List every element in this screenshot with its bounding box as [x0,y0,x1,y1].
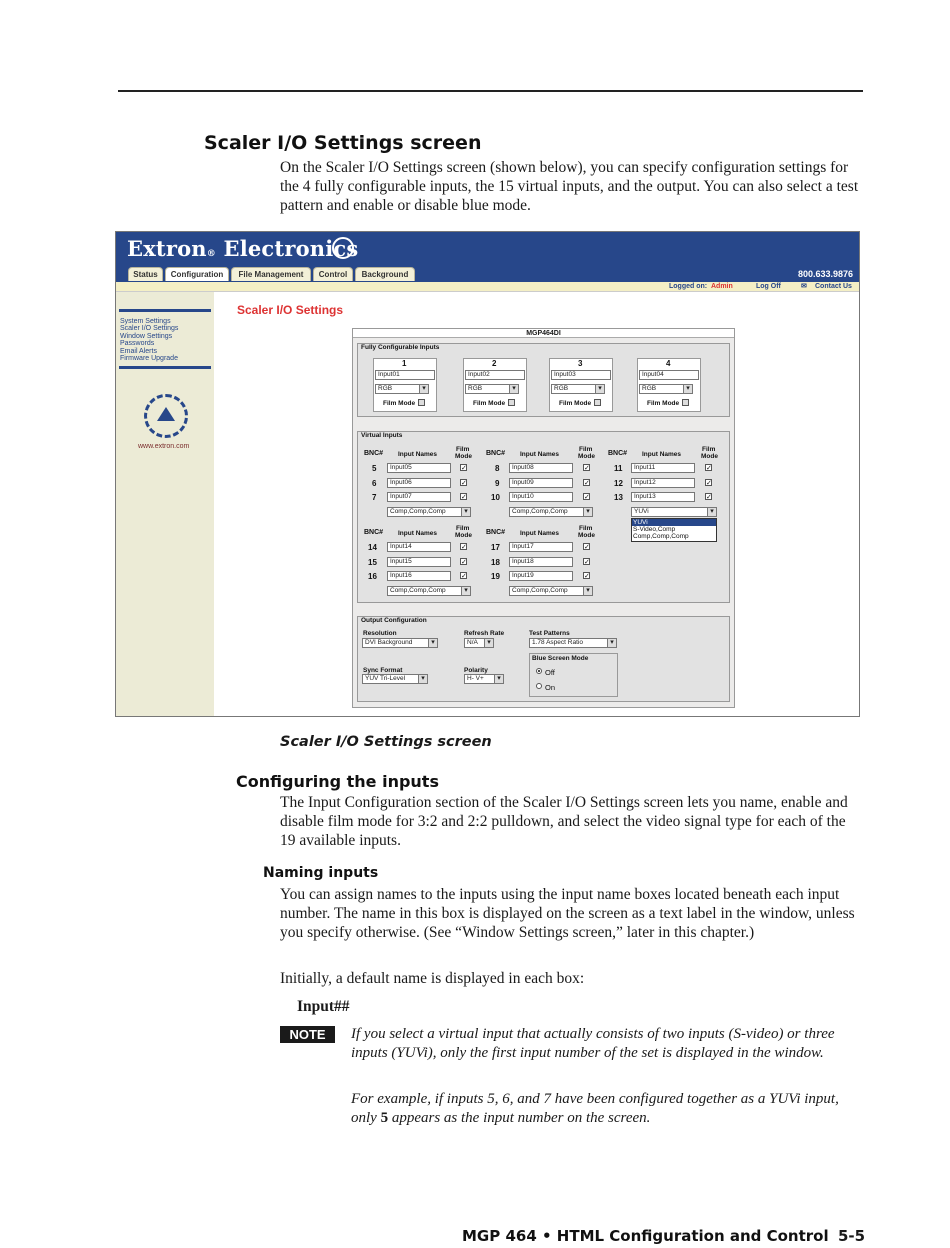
sidebar-item-firmware[interactable]: Firmware Upgrade [120,355,178,362]
test-patterns-label: Test Patterns [529,630,570,637]
virtual-input-name[interactable]: Input16 [387,571,451,581]
film-mode-checkbox[interactable] [418,399,425,406]
bnc-number: 9 [495,479,500,488]
input-card [637,358,701,412]
input-card [373,358,437,412]
logoff-link[interactable]: Log Off [756,283,781,290]
virtual-input-name[interactable]: Input17 [509,542,573,552]
virtual-input-name[interactable]: Input09 [509,478,573,488]
sync-format-label: Sync Format [363,667,403,674]
film-header: Film [702,446,716,453]
fully-configurable-group [357,343,730,417]
bnc-number: 15 [368,558,377,567]
virtual-input-name[interactable]: Input15 [387,557,451,567]
refresh-label: Refresh Rate [464,630,505,637]
film-header: Film [456,525,470,532]
virtual-input-name[interactable]: Input08 [509,463,573,473]
tab-background[interactable]: Background [355,267,415,281]
blue-screen-mode-box [529,653,618,697]
seal-triangle-icon [157,407,175,421]
virtual-input-name[interactable]: Input12 [631,478,695,488]
input-name-field[interactable]: Input03 [551,370,611,380]
bnc-header: BNC# [364,450,384,457]
bnc-number: 16 [368,572,377,581]
blue-on-radio[interactable] [536,683,542,689]
bnc-number: 5 [372,464,377,473]
input-number: 4 [666,359,671,368]
settings-frame [352,328,735,708]
film-mode-checkbox[interactable]: ✓ [706,479,712,487]
mode-header: Mode [455,532,472,539]
bnc-number: 12 [614,479,623,488]
film-mode-checkbox[interactable] [508,399,515,406]
virtual-input-name[interactable]: Input18 [509,557,573,567]
intro-paragraph: On the Scaler I/O Settings screen (shown below), you can specify configuration settings for the 4 fully configurable inputs, the 15 virtual inputs, and the output. You can also select a test pattern and enable or disable blue mode. [280,159,859,214]
bnc-number: 19 [491,572,500,581]
virtual-input-name[interactable]: Input19 [509,571,573,581]
off-label: Off [545,668,555,677]
bnc-header: BNC# [608,450,628,457]
virtual-input-name[interactable]: Input07 [387,492,451,502]
note-paragraph-1: If you select a virtual input that actually consists of two inputs (S-video) or three inputs (YUVi), only the first input number of the set is displayed in the window. [351,1026,835,1061]
sidebar-item-system-settings[interactable]: System Settings [120,318,171,325]
bnc-header: BNC# [486,529,506,536]
default-paragraph: Initially, a default name is displayed in each box: [280,970,585,987]
virtual-input-name[interactable]: Input06 [387,478,451,488]
site-link[interactable]: www.extron.com [138,443,190,450]
sidebar-item-passwords[interactable]: Passwords [120,340,155,347]
bnc-number: 7 [372,493,377,502]
note-badge: NOTE [280,1026,335,1043]
virtual-input-name[interactable]: Input05 [387,463,451,473]
extron-globe-icon [332,237,354,259]
mode-header: Mode [578,453,595,460]
film-mode-checkbox[interactable] [682,399,689,406]
polarity-label: Polarity [464,667,488,674]
sidebar-divider [119,366,211,369]
film-mode-checkbox[interactable]: ✓ [584,543,590,551]
section-title: Scaler I/O Settings screen [204,132,482,154]
tab-status[interactable]: Status [128,267,163,281]
signal-type-select[interactable]: RGB ▾ [551,384,605,394]
signal-type-select-open[interactable]: YUVi ▾ [631,507,717,517]
dropdown-option[interactable]: Comp,Comp,Comp [633,533,689,540]
screenshot-figure [115,231,860,717]
bnc-number: 14 [368,543,377,552]
bnc-number: 11 [614,464,623,473]
film-mode-checkbox[interactable]: ✓ [706,464,712,472]
bnc-header: BNC# [486,450,506,457]
bnc-number: 18 [491,558,500,567]
virtual-inputs-group [357,431,730,603]
contact-link[interactable]: Contact Us [815,283,852,290]
config-paragraph: The Input Configuration section of the Scaler I/O Settings screen lets you name, enable and disable film mode for 3:2 and 2:2 pulldown, and select the video signal type for each of the 19 available inputs. [280,794,848,849]
logged-on-label: Logged on: [669,283,708,290]
resolution-label: Resolution [363,630,397,637]
input-number: 3 [578,359,583,368]
sync-format-select[interactable]: YUV Tri-Level ▾ [362,674,428,684]
refresh-select[interactable]: N/A ▾ [464,638,494,648]
bnc-number: 10 [491,493,500,502]
input-card [549,358,613,412]
sidebar-item-scaler-io[interactable]: Scaler I/O Settings [120,325,179,332]
input-names-header: Input Names [520,451,560,458]
film-mode-checkbox[interactable]: ✓ [584,479,590,487]
logged-user: Admin [711,283,733,290]
signal-type-select[interactable]: RGB ▾ [465,384,519,394]
signal-type-select[interactable]: Comp,Comp,Comp ▾ [509,507,593,517]
login-bar [116,282,860,292]
vi-title: Virtual Inputs [361,432,403,439]
mode-header: Mode [578,532,595,539]
signal-type-dropdown-list [631,518,717,542]
page-number: 5-5 [838,1227,866,1245]
blue-off-radio[interactable] [536,668,542,674]
heading-configuring-inputs: Configuring the inputs [236,772,439,791]
input-number: 1 [402,359,407,368]
default-name: Input## [297,998,350,1015]
input-name-field[interactable]: Input04 [639,370,699,380]
virtual-input-name[interactable]: Input10 [509,492,573,502]
film-mode-checkbox[interactable]: ✓ [461,558,467,566]
tab-configuration[interactable]: Configuration [165,267,229,281]
film-mode-label: Film Mode [383,400,416,407]
tab-control[interactable]: Control [313,267,353,281]
input-names-header: Input Names [398,451,438,458]
film-mode-checkbox[interactable]: ✓ [461,464,467,472]
footer-title: MGP 464 • HTML Configuration and Control [462,1227,829,1245]
tab-file-management[interactable]: File Management [231,267,311,281]
signal-type-select[interactable]: Comp,Comp,Comp ▾ [387,507,471,517]
oc-title: Output Configuration [361,617,427,624]
film-mode-checkbox[interactable]: ✓ [584,464,590,472]
input-names-header: Input Names [642,451,682,458]
on-label: On [545,683,556,692]
blue-screen-label: Blue Screen Mode [532,655,589,662]
bnc-header: BNC# [364,529,384,536]
fc-title: Fully Configurable Inputs [361,344,440,351]
virtual-input-name[interactable]: Input14 [387,542,451,552]
bnc-number: 6 [372,479,377,488]
bnc-number: 8 [495,464,500,473]
film-mode-checkbox[interactable]: ✓ [461,572,467,580]
resolution-select[interactable]: DVI Background ▾ [362,638,438,648]
input-names-header: Input Names [520,530,560,537]
top-rule [118,90,863,92]
film-header: Film [579,446,593,453]
film-mode-checkbox[interactable]: ✓ [584,572,590,580]
output-configuration-group [357,616,730,702]
page-title: Scaler I/O Settings [237,303,344,317]
extron-banner [116,232,860,282]
bnc-number: 17 [491,543,500,552]
mode-header: Mode [455,453,472,460]
heading-naming-inputs: Naming inputs [263,865,379,881]
film-mode-checkbox[interactable]: ✓ [706,493,712,501]
phone-number: 800.633.9876 [798,269,854,279]
signal-type-select[interactable]: Comp,Comp,Comp ▾ [509,586,593,596]
signal-type-select[interactable]: RGB ▾ [639,384,693,394]
sidebar-divider [119,309,211,312]
virtual-input-name[interactable]: Input11 [631,463,695,473]
input-names-header: Input Names [398,530,438,537]
sidebar-item-window-settings[interactable]: Window Settings [120,333,173,340]
dropdown-option[interactable]: S-Video,Comp [633,526,676,533]
film-header: Film [456,446,470,453]
mail-icon: ✉ [801,283,807,290]
dropdown-option[interactable]: YUVi [632,519,716,526]
film-mode-checkbox[interactable]: ✓ [461,479,467,487]
sidebar-item-email-alerts[interactable]: Email Alerts [120,348,157,355]
film-mode-checkbox[interactable] [594,399,601,406]
figure-caption: Scaler I/O Settings screen [280,734,492,750]
test-pattern-select[interactable]: 1.78 Aspect Ratio ▾ [529,638,617,648]
virtual-input-name[interactable]: Input13 [631,492,695,502]
signal-type-select[interactable]: Comp,Comp,Comp ▾ [387,586,471,596]
film-mode-label: Film Mode [473,400,506,407]
film-mode-label: Film Mode [647,400,680,407]
film-mode-label: Film Mode [559,400,592,407]
input-name-field[interactable]: Input01 [375,370,435,380]
film-mode-checkbox[interactable]: ✓ [461,543,467,551]
film-header: Film [579,525,593,532]
film-mode-checkbox[interactable]: ✓ [584,493,590,501]
brand-logo-text: Extron® Electronics [127,236,359,261]
polarity-select[interactable]: H- V+ ▾ [464,674,504,684]
signal-type-select[interactable]: RGB ▾ [375,384,429,394]
bnc-number: 13 [614,493,623,502]
input-card [463,358,527,412]
film-mode-checkbox[interactable]: ✓ [461,493,467,501]
film-mode-checkbox[interactable]: ✓ [584,558,590,566]
sidebar [116,292,214,717]
input-name-field[interactable]: Input02 [465,370,525,380]
device-name: MGP464DI [353,329,734,338]
naming-paragraph: You can assign names to the inputs using the input name boxes located beneath each input number. The name in this box is displayed on the screen as a text label in the window, unless you specify otherwise. (See “Window Settings screen,” later in this chapter.) [280,886,855,941]
input-number: 2 [492,359,497,368]
note-paragraph-2: For example, if inputs 5, 6, and 7 have been configured together as a YUVi input, only 5 appears as the input number on the screen. [351,1091,839,1126]
mode-header: Mode [701,453,718,460]
